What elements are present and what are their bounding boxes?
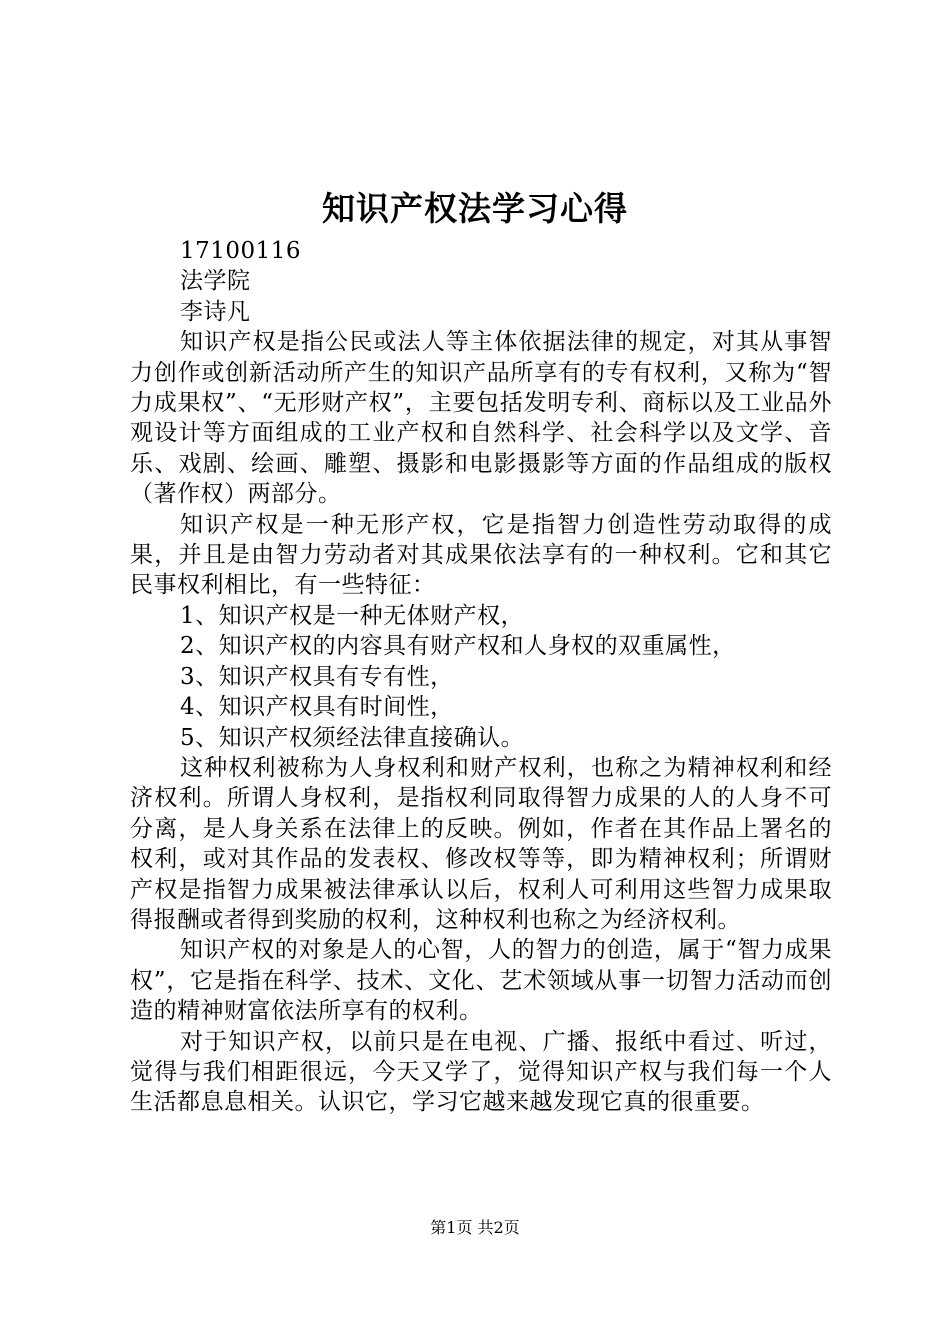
feature-list xyxy=(130,601,832,753)
paragraph-reflection: 对于知识产权，以前只是在电视、广播、报纸中看过、听过，觉得与我们相距很远，今天又学了，觉得知识产权与我们每一个人生活都息息相关。认识它，学习它越来越发现它真的很重要。 xyxy=(130,1028,832,1116)
paragraph-features-intro: 知识产权是一种无形产权，它是指智力创造性劳动取得的成果，并且是由智力劳动者对其成果依法享有的一种权利。它和其它民事权利相比，有一些特征： xyxy=(130,511,832,599)
paragraph-definition: 知识产权是指公民或法人等主体依据法律的规定，对其从事智力创作或创新活动所产生的知识产品所享有的专有权利，又称为“智力成果权”、“无形财产权”，主要包括发明专利、商标以及工业品外观设计等方面组成的工业产权和自然科学、社会科学以及文学、音乐、戏剧、绘画、雕塑、摄影和电影摄影等方面的作品组成的版权（著作权）两部分。 xyxy=(130,329,832,508)
feature-item: 2、知识产权的内容具有财产权和人身权的双重属性， xyxy=(180,633,736,660)
feature-item: 3、知识产权具有专有性， xyxy=(180,663,454,690)
feature-item: 4、知识产权具有时间性， xyxy=(180,694,454,721)
page-footer: 第1页 共2页 xyxy=(430,1218,520,1237)
feature-item: 1、知识产权是一种无体财产权， xyxy=(180,602,525,629)
paragraph-rights: 这种权利被称为人身权利和财产权利，也称之为精神权利和经济权利。所谓人身权利，是指权利同取得智力成果的人的人身不可分离，是人身关系在法律上的反映。例如，作者在其作品上署名的权利，或对其作品的发表权、修改权等等，即为精神权利；所谓财产权是指智力成果被法律承认以后，权利人可利用这些智力成果取得报酬或者得到奖励的权利，这种权利也称之为经济权利。 xyxy=(130,754,832,933)
paragraph-object: 知识产权的对象是人的心智，人的智力的创造，属于“智力成果权”，它是指在科学、技术、文化、艺术领域从事一切智力活动而创造的精神财富依法所享有的权利。 xyxy=(130,937,832,1025)
document-body xyxy=(130,236,832,1118)
feature-item: 5、知识产权须经法律直接确认。 xyxy=(180,724,525,751)
school-name: 法学院 xyxy=(180,268,251,295)
student-id: 17100116 xyxy=(180,238,302,264)
author-name: 李诗凡 xyxy=(180,298,251,325)
document-title: 知识产权法学习心得 xyxy=(322,189,628,228)
